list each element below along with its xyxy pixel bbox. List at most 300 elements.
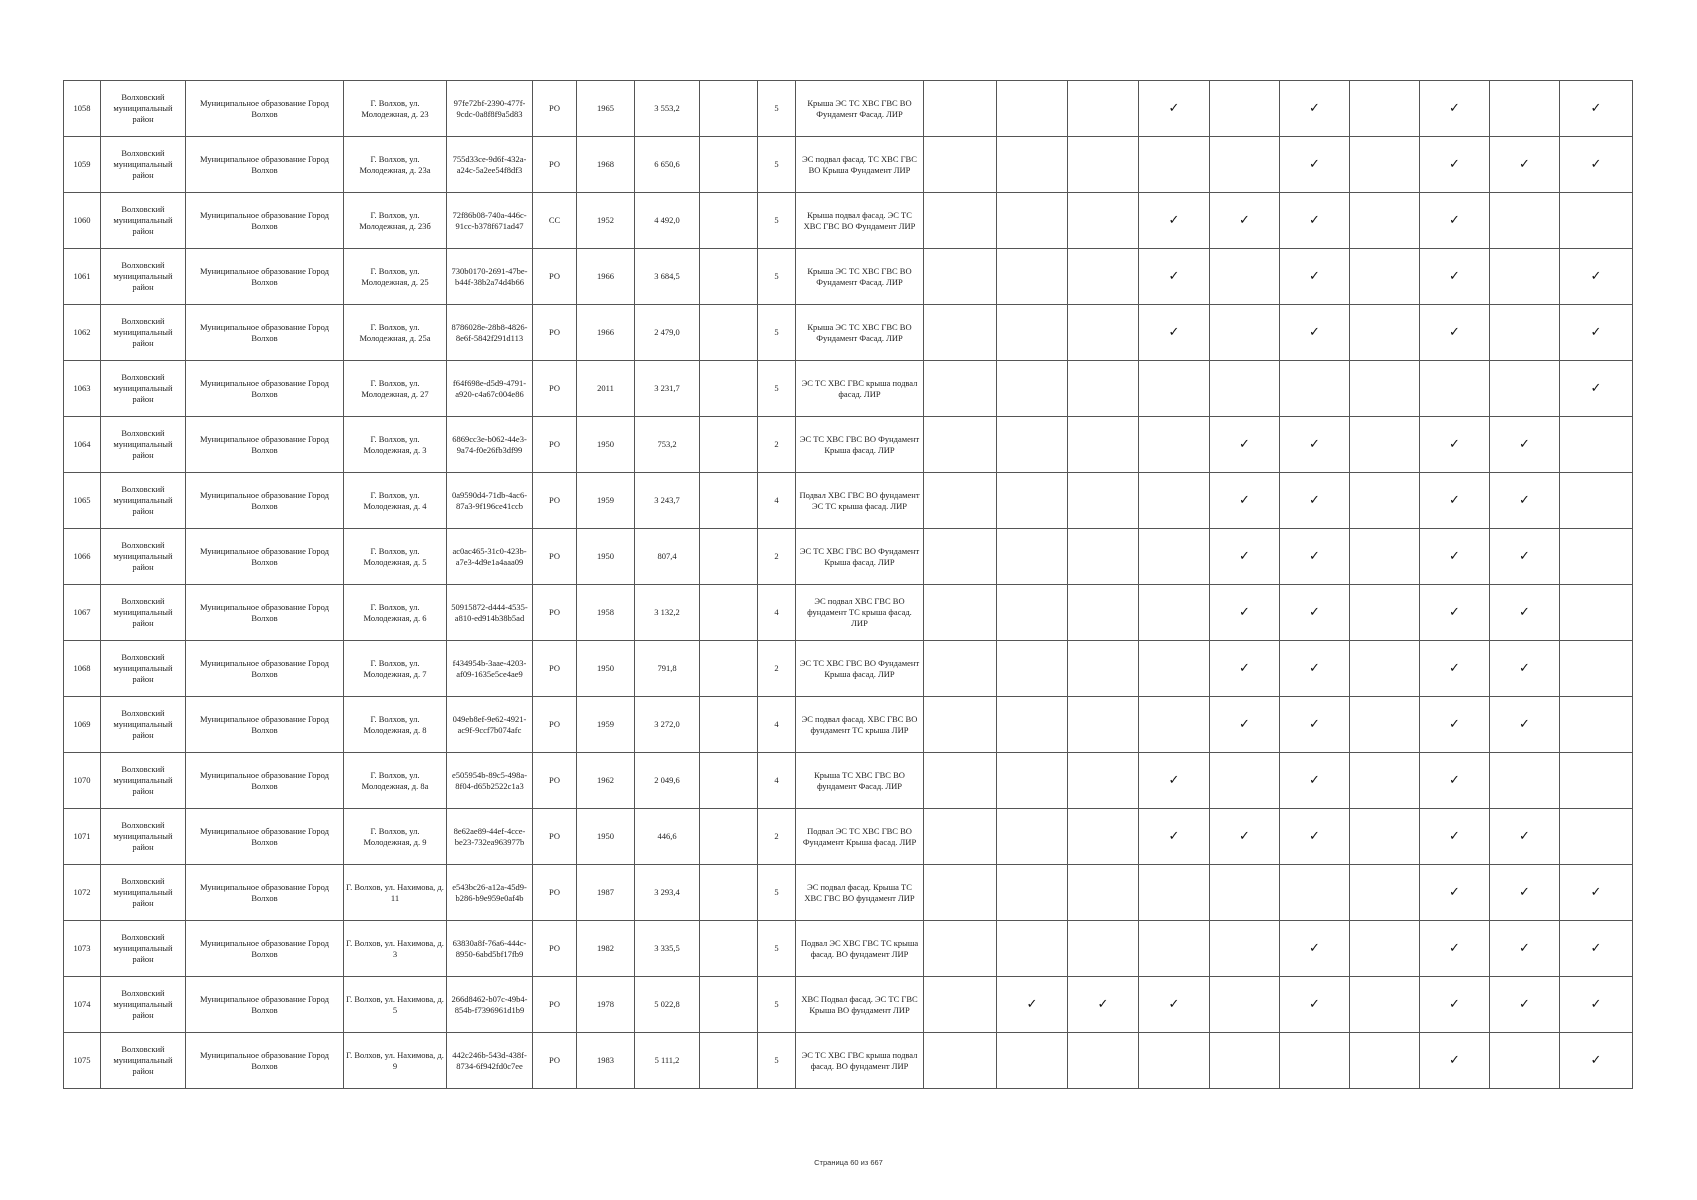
year-cell: 1959 [577,697,635,753]
floors-cell: 2 [758,417,796,473]
empty-check-cell [924,641,997,697]
empty-check-cell [1139,585,1210,641]
district-cell: Волховский муниципальный район [101,249,186,305]
municipality-cell: Муниципальное образование Город Волхов [186,865,344,921]
address-cell: Г. Волхов, ул. Молодежная, д. 23б [344,193,447,249]
check-mark-icon: ✓ [1139,193,1210,249]
ownership-cell: СС [533,193,577,249]
row-number-cell: 1071 [64,809,101,865]
empty-check-cell [1139,473,1210,529]
empty-check-cell [1280,361,1350,417]
row-number-cell: 1065 [64,473,101,529]
table-row [64,81,1633,137]
year-cell: 1962 [577,753,635,809]
works-cell: Крыша ЭС ТС ХВС ГВС ВО Фундамент Фасад. ЛИР [796,249,924,305]
empty-check-cell [1350,137,1420,193]
empty-check-cell [997,137,1068,193]
empty-check-cell [1210,361,1280,417]
empty-check-cell [1350,585,1420,641]
guid-cell: f434954b-3aae-4203-af09-1635e5ce4ae9 [447,641,533,697]
address-cell: Г. Волхов, ул. Молодежная, д. 27 [344,361,447,417]
empty-check-cell [1560,529,1633,585]
district-cell: Волховский муниципальный район [101,193,186,249]
check-mark-icon: ✓ [1210,529,1280,585]
check-mark-icon: ✓ [1280,473,1350,529]
address-cell: Г. Волхов, ул. Молодежная, д. 5 [344,529,447,585]
check-mark-icon: ✓ [1560,305,1633,361]
empty-check-cell [1139,697,1210,753]
table-row [64,473,1633,529]
empty-check-cell [1210,305,1280,361]
check-mark-icon: ✓ [1280,921,1350,977]
empty-check-cell [924,977,997,1033]
check-mark-icon: ✓ [1280,417,1350,473]
empty-check-cell [1068,81,1139,137]
empty-check-cell [1139,921,1210,977]
empty-check-cell [1490,1033,1560,1089]
empty-check-cell [1350,361,1420,417]
empty-check-cell [1068,193,1139,249]
ownership-cell: РО [533,1033,577,1089]
check-mark-icon: ✓ [1280,305,1350,361]
empty-check-cell [924,921,997,977]
empty-cell [700,977,758,1033]
guid-cell: f64f698e-d5d9-4791-a920-c4a67c004e86 [447,361,533,417]
guid-cell: 72f86b08-740a-446c-91cc-b378f671ad47 [447,193,533,249]
check-mark-icon: ✓ [1280,81,1350,137]
row-number-cell: 1067 [64,585,101,641]
address-cell: Г. Волхов, ул. Молодежная, д. 4 [344,473,447,529]
check-mark-icon: ✓ [1420,697,1490,753]
address-cell: Г. Волхов, ул. Молодежная, д. 25а [344,305,447,361]
empty-check-cell [997,193,1068,249]
area-cell: 2 049,6 [635,753,700,809]
ownership-cell: РО [533,641,577,697]
area-cell: 3 132,2 [635,585,700,641]
municipality-cell: Муниципальное образование Город Волхов [186,809,344,865]
address-cell: Г. Волхов, ул. Молодежная, д. 9 [344,809,447,865]
works-cell: Крыша подвал фасад. ЭС ТС ХВС ГВС ВО Фундамент ЛИР [796,193,924,249]
empty-check-cell [1068,753,1139,809]
works-cell: Подвал ЭС ТС ХВС ГВС ВО Фундамент Крыша фасад. ЛИР [796,809,924,865]
empty-check-cell [1350,753,1420,809]
check-mark-icon: ✓ [1210,641,1280,697]
year-cell: 1982 [577,921,635,977]
empty-check-cell [1068,585,1139,641]
empty-check-cell [1068,865,1139,921]
check-mark-icon: ✓ [1420,417,1490,473]
empty-check-cell [997,865,1068,921]
empty-check-cell [1350,81,1420,137]
empty-cell [700,361,758,417]
municipality-cell: Муниципальное образование Город Волхов [186,137,344,193]
works-cell: ЭС ТС ХВС ГВС крыша подвал фасад. ЛИР [796,361,924,417]
check-mark-icon: ✓ [1139,249,1210,305]
guid-cell: 755d33ce-9d6f-432a-a24c-5a2ee54f8df3 [447,137,533,193]
empty-check-cell [1210,1033,1280,1089]
empty-check-cell [924,305,997,361]
check-mark-icon: ✓ [1490,697,1560,753]
check-mark-icon: ✓ [1139,753,1210,809]
floors-cell: 2 [758,809,796,865]
works-cell: Подвал ЭС ХВС ГВС ТС крыша фасад. ВО фундамент ЛИР [796,921,924,977]
empty-check-cell [1490,305,1560,361]
works-cell: Крыша ТС ХВС ГВС ВО фундамент Фасад. ЛИР [796,753,924,809]
address-cell: Г. Волхов, ул. Молодежная, д. 7 [344,641,447,697]
empty-check-cell [1560,417,1633,473]
empty-check-cell [1350,529,1420,585]
empty-check-cell [1068,921,1139,977]
empty-check-cell [997,921,1068,977]
empty-check-cell [1068,249,1139,305]
year-cell: 1950 [577,809,635,865]
check-mark-icon: ✓ [997,977,1068,1033]
district-cell: Волховский муниципальный район [101,697,186,753]
row-number-cell: 1074 [64,977,101,1033]
empty-check-cell [997,81,1068,137]
table-row [64,1033,1633,1089]
empty-check-cell [1560,585,1633,641]
check-mark-icon: ✓ [1420,641,1490,697]
table-body [64,81,1633,1089]
district-cell: Волховский муниципальный район [101,137,186,193]
empty-check-cell [924,585,997,641]
check-mark-icon: ✓ [1490,977,1560,1033]
empty-check-cell [1210,977,1280,1033]
ownership-cell: РО [533,809,577,865]
empty-check-cell [997,585,1068,641]
check-mark-icon: ✓ [1280,697,1350,753]
year-cell: 1987 [577,865,635,921]
empty-check-cell [1350,193,1420,249]
table-row [64,977,1633,1033]
municipality-cell: Муниципальное образование Город Волхов [186,193,344,249]
empty-check-cell [1139,1033,1210,1089]
district-cell: Волховский муниципальный район [101,641,186,697]
empty-check-cell [924,697,997,753]
floors-cell: 4 [758,585,796,641]
table-row [64,137,1633,193]
guid-cell: 50915872-d444-4535-a810-ed914b38b5ad [447,585,533,641]
empty-check-cell [997,249,1068,305]
check-mark-icon: ✓ [1420,585,1490,641]
address-cell: Г. Волхов, ул. Молодежная, д. 23 [344,81,447,137]
empty-check-cell [1280,865,1350,921]
page-footer: Страница 60 из 667 [814,1158,883,1167]
year-cell: 1965 [577,81,635,137]
check-mark-icon: ✓ [1490,417,1560,473]
empty-check-cell [997,417,1068,473]
guid-cell: e543bc26-a12a-45d9-b286-b9e959e0af4b [447,865,533,921]
empty-check-cell [997,305,1068,361]
row-number-cell: 1063 [64,361,101,417]
year-cell: 1978 [577,977,635,1033]
empty-check-cell [1350,473,1420,529]
floors-cell: 5 [758,977,796,1033]
area-cell: 3 684,5 [635,249,700,305]
table-row [64,921,1633,977]
empty-check-cell [997,1033,1068,1089]
empty-check-cell [1560,641,1633,697]
ownership-cell: РО [533,921,577,977]
empty-check-cell [1350,697,1420,753]
empty-check-cell [1068,697,1139,753]
empty-check-cell [1560,753,1633,809]
area-cell: 3 231,7 [635,361,700,417]
empty-check-cell [1139,865,1210,921]
ownership-cell: РО [533,305,577,361]
ownership-cell: РО [533,473,577,529]
row-number-cell: 1059 [64,137,101,193]
year-cell: 1958 [577,585,635,641]
check-mark-icon: ✓ [1560,977,1633,1033]
empty-check-cell [924,1033,997,1089]
table-row [64,361,1633,417]
municipality-cell: Муниципальное образование Город Волхов [186,977,344,1033]
municipality-cell: Муниципальное образование Город Волхов [186,249,344,305]
empty-check-cell [1350,865,1420,921]
empty-check-cell [1560,697,1633,753]
district-cell: Волховский муниципальный район [101,1033,186,1089]
district-cell: Волховский муниципальный район [101,921,186,977]
area-cell: 6 650,6 [635,137,700,193]
floors-cell: 5 [758,1033,796,1089]
empty-check-cell [924,193,997,249]
district-cell: Волховский муниципальный район [101,417,186,473]
works-cell: ЭС ТС ХВС ГВС ВО Фундамент Крыша фасад. ЛИР [796,641,924,697]
check-mark-icon: ✓ [1420,529,1490,585]
area-cell: 807,4 [635,529,700,585]
check-mark-icon: ✓ [1490,529,1560,585]
check-mark-icon: ✓ [1210,473,1280,529]
area-cell: 3 335,5 [635,921,700,977]
check-mark-icon: ✓ [1210,193,1280,249]
empty-cell [700,585,758,641]
empty-check-cell [924,473,997,529]
table-row [64,865,1633,921]
year-cell: 1966 [577,305,635,361]
guid-cell: 049eb8ef-9e62-4921-ac9f-9ccf7b074afc [447,697,533,753]
works-cell: ЭС подвал фасад. Крыша ТС ХВС ГВС ВО фундамент ЛИР [796,865,924,921]
check-mark-icon: ✓ [1280,753,1350,809]
municipality-cell: Муниципальное образование Город Волхов [186,1033,344,1089]
empty-check-cell [1490,193,1560,249]
year-cell: 1950 [577,417,635,473]
check-mark-icon: ✓ [1210,417,1280,473]
empty-check-cell [997,753,1068,809]
check-mark-icon: ✓ [1490,921,1560,977]
check-mark-icon: ✓ [1560,249,1633,305]
municipality-cell: Муниципальное образование Город Волхов [186,641,344,697]
check-mark-icon: ✓ [1280,977,1350,1033]
empty-cell [700,697,758,753]
check-mark-icon: ✓ [1210,809,1280,865]
table-row [64,697,1633,753]
empty-cell [700,81,758,137]
check-mark-icon: ✓ [1280,809,1350,865]
empty-check-cell [924,809,997,865]
area-cell: 791,8 [635,641,700,697]
works-cell: ЭС ТС ХВС ГВС ВО Фундамент Крыша фасад. ЛИР [796,417,924,473]
empty-check-cell [1068,1033,1139,1089]
empty-cell [700,529,758,585]
empty-check-cell [1210,921,1280,977]
empty-check-cell [997,473,1068,529]
floors-cell: 5 [758,249,796,305]
year-cell: 1968 [577,137,635,193]
floors-cell: 5 [758,305,796,361]
check-mark-icon: ✓ [1210,697,1280,753]
empty-cell [700,641,758,697]
check-mark-icon: ✓ [1280,529,1350,585]
year-cell: 1952 [577,193,635,249]
area-cell: 753,2 [635,417,700,473]
table-row [64,193,1633,249]
empty-check-cell [1210,865,1280,921]
empty-cell [700,921,758,977]
floors-cell: 2 [758,529,796,585]
ownership-cell: РО [533,753,577,809]
municipality-cell: Муниципальное образование Город Волхов [186,697,344,753]
row-number-cell: 1062 [64,305,101,361]
check-mark-icon: ✓ [1139,81,1210,137]
district-cell: Волховский муниципальный район [101,473,186,529]
municipality-cell: Муниципальное образование Город Волхов [186,529,344,585]
empty-cell [700,137,758,193]
table-row [64,529,1633,585]
municipality-cell: Муниципальное образование Город Волхов [186,305,344,361]
empty-cell [700,753,758,809]
empty-check-cell [924,361,997,417]
floors-cell: 4 [758,753,796,809]
row-number-cell: 1068 [64,641,101,697]
row-number-cell: 1072 [64,865,101,921]
ownership-cell: РО [533,81,577,137]
area-cell: 3 272,0 [635,697,700,753]
district-cell: Волховский муниципальный район [101,529,186,585]
check-mark-icon: ✓ [1280,585,1350,641]
ownership-cell: РО [533,977,577,1033]
check-mark-icon: ✓ [1139,809,1210,865]
empty-check-cell [1560,473,1633,529]
works-cell: Подвал ХВС ГВС ВО фундамент ЭС ТС крыша фасад. ЛИР [796,473,924,529]
empty-check-cell [1139,361,1210,417]
check-mark-icon: ✓ [1560,81,1633,137]
check-mark-icon: ✓ [1420,865,1490,921]
row-number-cell: 1069 [64,697,101,753]
check-mark-icon: ✓ [1420,81,1490,137]
district-cell: Волховский муниципальный район [101,361,186,417]
address-cell: Г. Волхов, ул. Молодежная, д. 3 [344,417,447,473]
empty-check-cell [1420,361,1490,417]
empty-cell [700,809,758,865]
guid-cell: 266d8462-b07c-49b4-854b-f7396961d1b9 [447,977,533,1033]
check-mark-icon: ✓ [1490,865,1560,921]
check-mark-icon: ✓ [1490,137,1560,193]
register-sheet [63,80,1633,1089]
check-mark-icon: ✓ [1420,977,1490,1033]
district-cell: Волховский муниципальный район [101,753,186,809]
floors-cell: 4 [758,697,796,753]
district-cell: Волховский муниципальный район [101,977,186,1033]
year-cell: 1966 [577,249,635,305]
guid-cell: 63830a8f-76a6-444c-8950-6abd5bf17fb9 [447,921,533,977]
table-row [64,305,1633,361]
works-cell: ЭС подвал фасад. ТС ХВС ГВС ВО Крыша Фундамент ЛИР [796,137,924,193]
empty-check-cell [1068,641,1139,697]
empty-check-cell [924,417,997,473]
district-cell: Волховский муниципальный район [101,305,186,361]
housing-register-table [63,80,1633,1089]
area-cell: 3 293,4 [635,865,700,921]
guid-cell: 6869cc3e-b062-44e3-9a74-f0e26fb3df99 [447,417,533,473]
area-cell: 2 479,0 [635,305,700,361]
empty-check-cell [1350,305,1420,361]
empty-check-cell [1068,473,1139,529]
empty-cell [700,249,758,305]
ownership-cell: РО [533,585,577,641]
floors-cell: 5 [758,193,796,249]
check-mark-icon: ✓ [1280,137,1350,193]
row-number-cell: 1058 [64,81,101,137]
municipality-cell: Муниципальное образование Город Волхов [186,473,344,529]
address-cell: Г. Волхов, ул. Молодежная, д. 25 [344,249,447,305]
table-row [64,809,1633,865]
municipality-cell: Муниципальное образование Город Волхов [186,585,344,641]
empty-check-cell [1560,193,1633,249]
ownership-cell: РО [533,865,577,921]
year-cell: 1950 [577,641,635,697]
guid-cell: 97fe72bf-2390-477f-9cdc-0a8f8f9a5d83 [447,81,533,137]
empty-cell [700,865,758,921]
area-cell: 3 243,7 [635,473,700,529]
year-cell: 1983 [577,1033,635,1089]
empty-cell [700,417,758,473]
floors-cell: 5 [758,81,796,137]
check-mark-icon: ✓ [1068,977,1139,1033]
table-row [64,249,1633,305]
check-mark-icon: ✓ [1139,977,1210,1033]
empty-check-cell [1139,641,1210,697]
municipality-cell: Муниципальное образование Город Волхов [186,361,344,417]
empty-check-cell [1210,753,1280,809]
area-cell: 446,6 [635,809,700,865]
check-mark-icon: ✓ [1560,921,1633,977]
area-cell: 5 111,2 [635,1033,700,1089]
works-cell: Крыша ЭС ТС ХВС ГВС ВО Фундамент Фасад. ЛИР [796,305,924,361]
check-mark-icon: ✓ [1280,249,1350,305]
check-mark-icon: ✓ [1420,249,1490,305]
empty-cell [700,305,758,361]
table-row [64,417,1633,473]
ownership-cell: РО [533,697,577,753]
works-cell: Крыша ЭС ТС ХВС ГВС ВО Фундамент Фасад. ЛИР [796,81,924,137]
works-cell: ЭС подвал фасад. ХВС ГВС ВО фундамент ТС крыша ЛИР [796,697,924,753]
works-cell: ЭС ТС ХВС ГВС крыша подвал фасад. ВО фундамент ЛИР [796,1033,924,1089]
guid-cell: 730b0170-2691-47be-b44f-38b2a74d4b66 [447,249,533,305]
check-mark-icon: ✓ [1490,473,1560,529]
empty-check-cell [1490,361,1560,417]
empty-check-cell [1139,417,1210,473]
works-cell: ЭС ТС ХВС ГВС ВО Фундамент Крыша фасад. ЛИР [796,529,924,585]
empty-check-cell [1490,249,1560,305]
check-mark-icon: ✓ [1420,1033,1490,1089]
check-mark-icon: ✓ [1490,809,1560,865]
empty-check-cell [1490,753,1560,809]
address-cell: Г. Волхов, ул. Молодежная, д. 6 [344,585,447,641]
check-mark-icon: ✓ [1420,753,1490,809]
check-mark-icon: ✓ [1139,305,1210,361]
